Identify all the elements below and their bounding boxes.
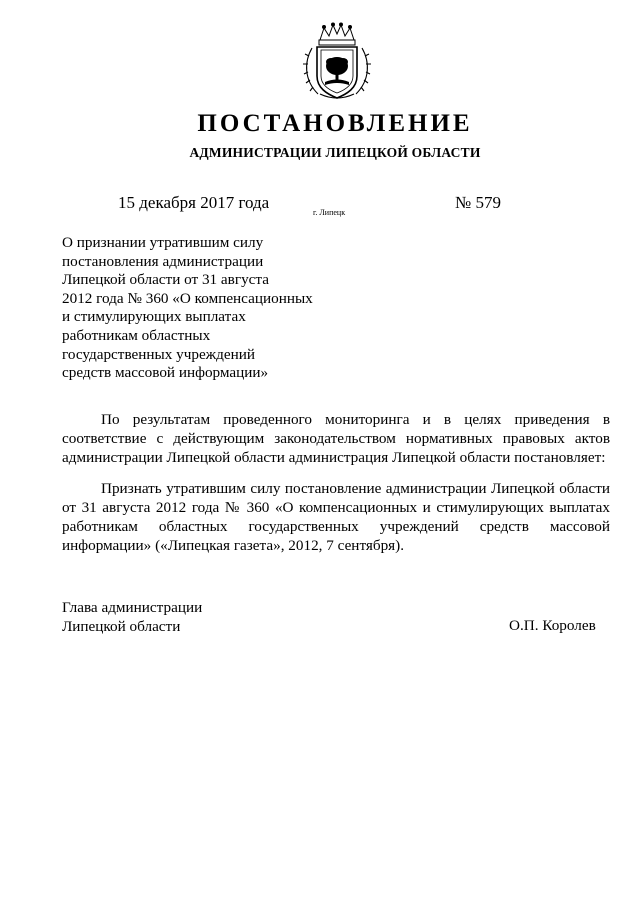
- document-date: 15 декабря 2017 года: [118, 193, 270, 212]
- document-city: г. Липецк: [313, 208, 346, 217]
- subject-line: Липецкой области от 31 августа: [62, 271, 269, 289]
- document-title: ПОСТАНОВЛЕНИЕ: [197, 110, 473, 137]
- paragraph-line: администрации Липецкой области администрация Липецкой области постановляет:: [62, 449, 606, 466]
- paragraph-line: работникам областных государственных учреждений средств массовой: [62, 518, 610, 535]
- signatory-position: [62, 598, 202, 636]
- paragraph-line: информации» («Липецкая газета», 2012, 7 сентября).: [62, 537, 405, 554]
- paragraph-resolution: [62, 479, 610, 555]
- issuing-authority: АДМИНИСТРАЦИИ ЛИПЕЦКОЙ ОБЛАСТИ: [189, 145, 481, 160]
- subject-line: и стимулирующих выплатах: [62, 308, 246, 326]
- paragraph-line: от 31 августа 2012 года № 360 «О компенсационных и стимулирующих выплатах: [62, 499, 610, 516]
- subject-line: государственных учреждений: [62, 345, 256, 363]
- subject-line: О признании утратившим силу: [62, 234, 264, 251]
- document-subject: [62, 234, 313, 383]
- signatory-position-line: Липецкой области: [62, 618, 181, 635]
- paragraph-preamble: [62, 410, 610, 467]
- subject-line: 2012 года № 360 «О компенсационных: [62, 289, 313, 307]
- coat-of-arms-icon: [298, 22, 376, 102]
- subject-line: работникам областных: [62, 326, 211, 344]
- signatory-name: О.П. Королев: [509, 617, 596, 634]
- paragraph-line: соответствие с действующим законодательством нормативных правовых актов: [62, 430, 610, 447]
- subject-line: средств массовой информации»: [62, 364, 269, 382]
- subject-line: постановления администрации: [62, 252, 264, 270]
- document-number: № 579: [455, 193, 501, 212]
- paragraph-line: Признать утратившим силу постановление администрации Липецкой области: [101, 480, 610, 497]
- signatory-position-line: Глава администрации: [62, 599, 203, 616]
- paragraph-line: По результатам проведенного мониторинга и в целях приведения в: [101, 411, 610, 428]
